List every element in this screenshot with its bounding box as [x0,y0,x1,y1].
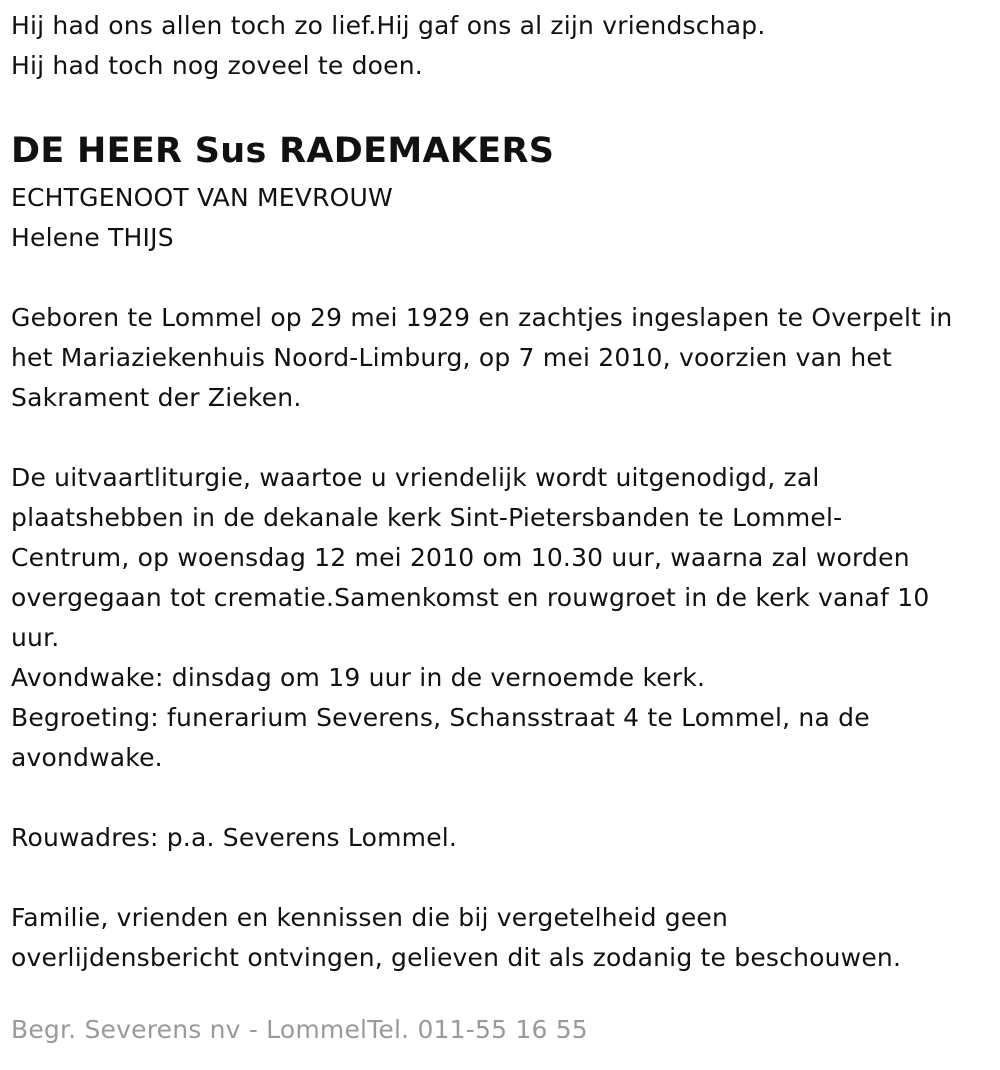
paragraph-line: overgegaan tot crematie.Samenkomst en rouwgroet in de kerk vanaf 10 [11,583,930,612]
greeting-line: avondwake. [11,743,163,772]
paragraph-line: Familie, vrienden en kennissen die bij vergetelheid geen [11,903,729,932]
paragraph-line: plaatshebben in de dekanale kerk Sint-Pietersbanden te Lommel- [11,503,843,532]
paragraph-line: Geboren te Lommel op 29 mei 1929 en zachtjes ingeslapen te Overpelt in [11,303,953,332]
mourning-address [11,818,1000,858]
paragraph-line: Sakrament der Zieken. [11,383,302,412]
intro-line: Hij had ons allen toch zo lief.Hij gaf ons al zijn vriendschap. [11,11,766,40]
spouse-block [11,178,1000,258]
spacer [11,858,1000,898]
deceased-name-heading: DE HEER Sus RADEMAKERS [11,131,555,171]
greeting-line: Begroeting: funerarium Severens, Schansstraat 4 te Lommel, na de [11,703,870,732]
paragraph-line: overlijdensbericht ontvingen, gelieven dit als zodanig te beschouwen. [11,943,902,972]
wake-line: Avondwake: dinsdag om 19 uur in de vernoemde kerk. [11,663,706,692]
funeral-paragraph [11,458,1000,778]
funeral-home-footer: Begr. Severens nv - LommelTel. 011-55 16 55 [11,1015,588,1044]
address-line: Rouwadres: p.a. Severens Lommel. [11,823,458,852]
intro-line: Hij had toch nog zoveel te doen. [11,51,423,80]
spacer [11,258,1000,298]
paragraph-line: Centrum, op woensdag 12 mei 2010 om 10.30 uur, waarna zal worden [11,543,910,572]
spacer [11,418,1000,458]
paragraph-line: De uitvaartliturgie, waartoe u vriendelijk wordt uitgenodigd, zal [11,463,820,492]
spouse-label: ECHTGENOOT VAN MEVROUW [11,183,393,212]
notice-paragraph [11,898,1000,978]
spouse-name: Helene THIJS [11,223,174,252]
intro-verse [11,6,1000,86]
paragraph-line: uur. [11,623,60,652]
spacer [11,778,1000,818]
birth-death-paragraph [11,298,1000,418]
paragraph-line: het Mariaziekenhuis Noord-Limburg, op 7 mei 2010, voorzien van het [11,343,892,372]
